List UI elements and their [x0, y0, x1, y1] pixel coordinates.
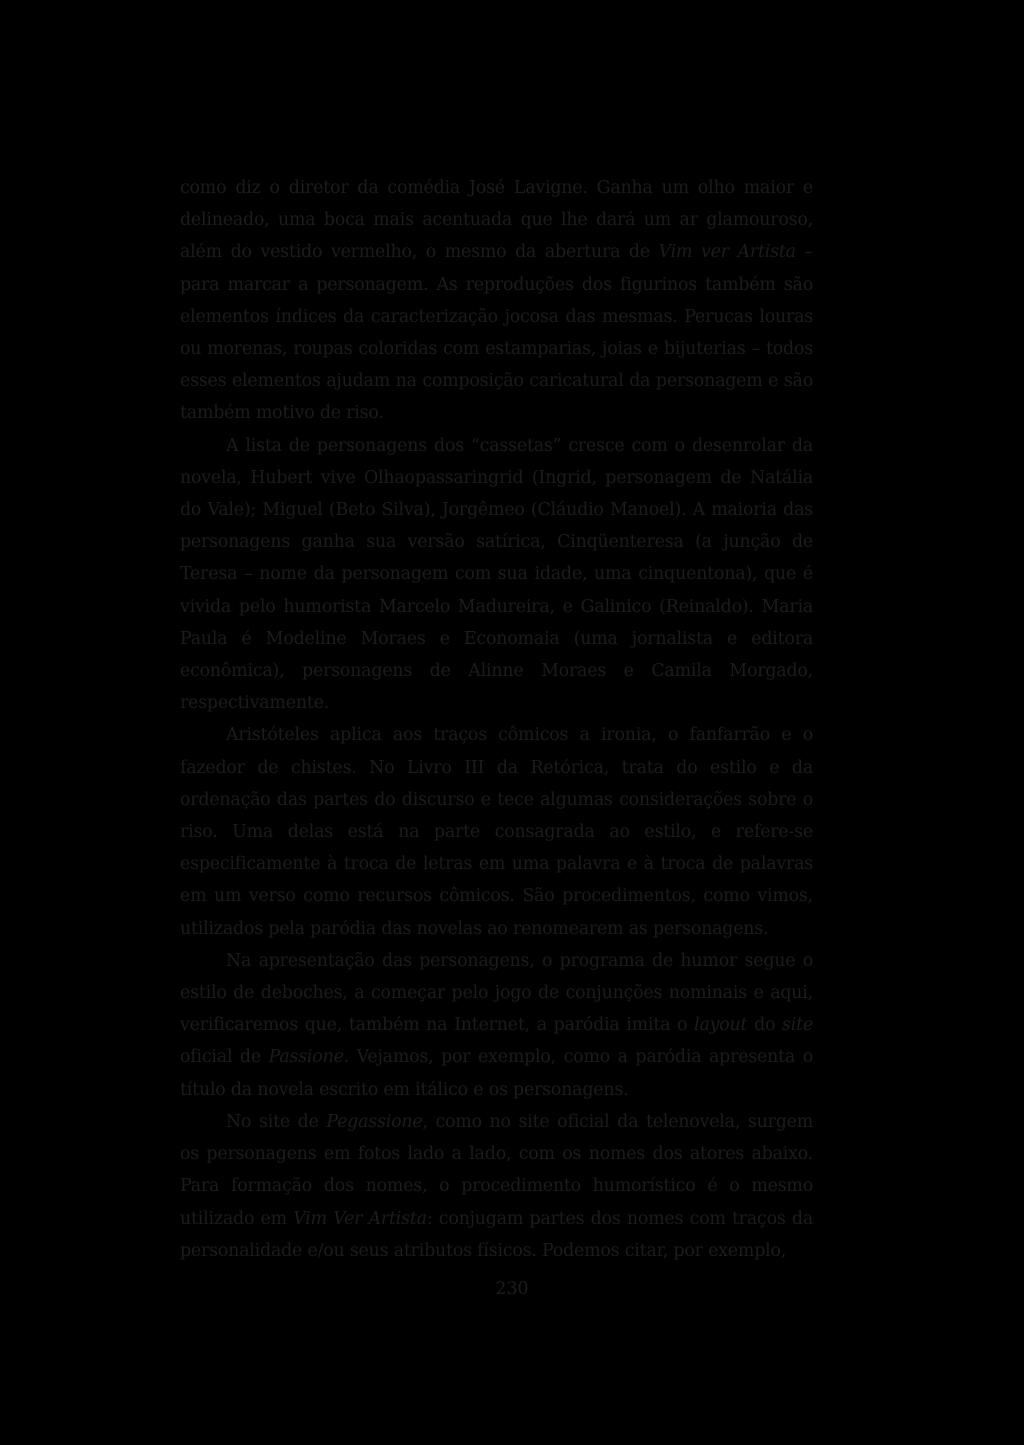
paragraph-5 — [180, 1106, 813, 1267]
text-run: oficial de — [180, 1047, 269, 1068]
italic-text: site — [782, 1015, 813, 1036]
text-run: do — [747, 1015, 783, 1036]
italic-text: Vim ver Artista — [658, 242, 796, 263]
text-run: Na apresentação das personagens, o programa de humor segue o estilo de deboches, a começar pelo jogo de conjunções nominais e aqui, verificaremos que, também na Internet, a paródia imita o — [180, 950, 813, 1036]
paragraph-1 — [180, 172, 813, 430]
paragraph-4 — [180, 945, 813, 1106]
paragraph-2 — [180, 430, 813, 720]
italic-text: Pegassione — [326, 1111, 423, 1132]
text-run: A lista de personagens dos “cassetas” cresce com o desenrolar da novela, Hubert vive Olhaopassaringrid (Ingrid, personagem de Natália do Vale); Miguel (Beto Silva), Jorgêmeo (Cláudio Manoel). A maioria das personagens ganha sua versão satírica, Cinqüenteresa (a junção de Teresa – nome da personagem com sua idade, uma cinquentona), que é vivida pelo humorista Marcelo Madureira, e Galinico (Reinaldo). Maria Paula é Modeline Moraes e Economaia (uma jornalista e editora econômica), personagens de Alinne Moraes e Camila Morgado, respectivamente. — [180, 435, 813, 714]
italic-text: Vim Ver Artista — [293, 1208, 427, 1229]
text-run: Aristóteles aplica aos traços cômicos a ironia, o fanfarrão e o fazedor de chistes. No Livro III da Retórica, trata do estilo e da ordenação das partes do discurso e tece algumas considerações sobre o riso. Uma delas está na parte consagrada ao estilo, e refere-se especificamente à troca de letras em uma palavra e à troca de palavras em um verso como recursos cômicos. São procedimentos, como vimos, utilizados pela paródia das novelas ao renomearem as personagens. — [180, 725, 813, 939]
body-text — [180, 172, 813, 1267]
italic-text: layout — [694, 1015, 748, 1036]
text-run: – para marcar a personagem. As reproduções dos figurinos também são elementos índices da caracterização jocosa das mesmas. Perucas louras ou morenas, roupas coloridas com estamparias, joias e bijuterias – todos esses elementos ajudam na composição caricatural da personagem e são também motivo de riso. — [180, 242, 814, 424]
text-run: : conjugam partes dos nomes com traços da personalidade e/ou seus atributos físicos. Podemos citar, por exemplo, — [180, 1208, 813, 1261]
italic-text: Passione — [268, 1047, 344, 1068]
page-number: 230 — [495, 1279, 529, 1299]
paragraph-3 — [180, 719, 813, 944]
text-run: . Vejamos, por exemplo, como a paródia apresenta o título da novela escrito em itálico e os personagens. — [180, 1047, 813, 1100]
text-run: , como no site oficial da telenovela, surgem os personagens em fotos lado a lado, com os nomes dos atores abaixo. Para formação dos nomes, o procedimento humorístico é o mesmo utilizado em — [180, 1111, 814, 1229]
text-run: como diz o diretor da comédia José Lavigne. Ganha um olho maior e delineado, uma boca mais acentuada que lhe dará um ar glamouroso, além do vestido vermelho, o mesmo da abertura de — [180, 178, 813, 263]
text-run: No site de — [226, 1111, 327, 1132]
